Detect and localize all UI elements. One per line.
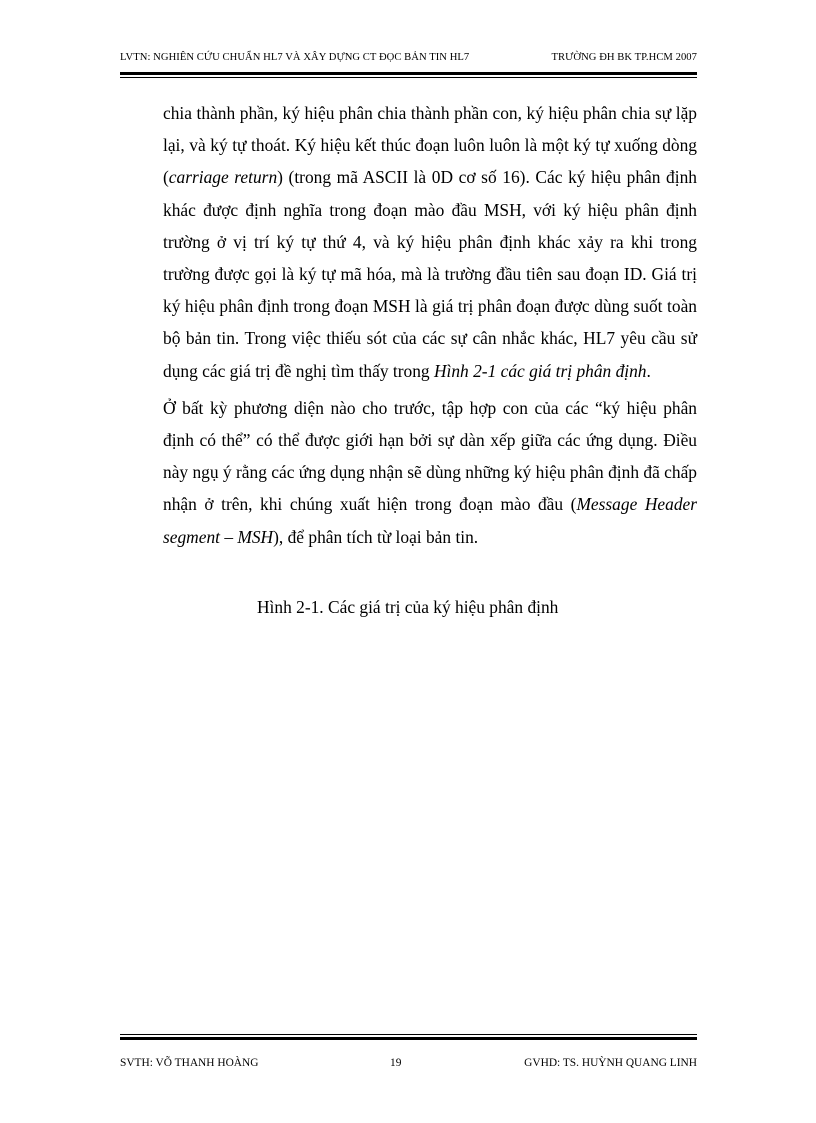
paragraph-1-italic-carriage-return: carriage return [168,167,278,188]
header-university: TRƯỜNG ĐH BK TP.HCM 2007 [551,52,697,63]
paragraph-1-italic-figure-ref: Hình 2-1 các giá trị phân định [433,360,647,381]
paragraph-2-italic-msh: Message Header segment – MSH [163,494,697,547]
paragraph-2-text-a: Ở bất kỳ phương diện nào cho trước, tập hợp con của các “ký hiệu phân định có thể” có thể được giới hạn bởi sự dàn xếp giữa các ứng dụng. Điều này ngụ ý rằng các ứng dụng nhận sẽ dùng những ký hiệu phân định đã chấp nhận ở trên, khi chúng xuất hiện trong đoạn mào đầu ( [163,397,697,515]
page-number: 19 [390,1057,402,1069]
paragraph-2 [163,392,697,553]
footer-rule-thin [120,1034,697,1035]
header-rule-thin [120,77,697,78]
header-rule-thick [120,72,697,75]
page-header [120,52,697,70]
paragraph-2-text-c: ), để phân tích từ loại bản tin. [273,526,479,547]
footer-advisor: GVHD: TS. HUỲNH QUANG LINH [524,1057,697,1069]
header-thesis-title: LVTN: NGHIÊN CỨU CHUẨN HL7 VÀ XÂY DỰNG CT ĐỌC BẢN TIN HL7 [120,52,470,63]
paragraph-1-text-a: chia thành phần, ký hiệu phân chia thành phần con, ký hiệu phân chia sự lặp lại, và ký tự thoát. Ký hiệu kết thúc đoạn luôn luôn là một ký tự xuống dòng ( [163,103,697,188]
paragraph-1 [163,97,697,387]
body-text [163,97,697,553]
paragraph-1-text-c: ) (trong mã ASCII là 0D cơ số 16). Các ký hiệu phân định khác được định nghĩa trong đoạn mào đầu MSH, với ký hiệu phân định trường ở vị trí ký tự thứ 4, và ký hiệu phân định khác xảy ra khi trong trường được gọi là ký tự mã hóa, mà là trường đầu tiên sau đoạn ID. Giá trị ký hiệu phân định trong đoạn MSH là giá trị phân đoạn được dùng suốt toàn bộ bản tin. Trong việc thiếu sót của các sự cân nhắc khác, HL7 yêu cầu sử dụng các giá trị đề nghị tìm thấy trong [163,167,697,381]
paragraph-1-text-e: . [646,360,651,381]
footer-student: SVTH: VÕ THANH HOÀNG [120,1057,259,1069]
footer-rule-thick [120,1037,697,1040]
figure-caption: Hình 2-1. Các giá trị của ký hiệu phân định [257,597,559,617]
page-footer [120,1057,697,1075]
